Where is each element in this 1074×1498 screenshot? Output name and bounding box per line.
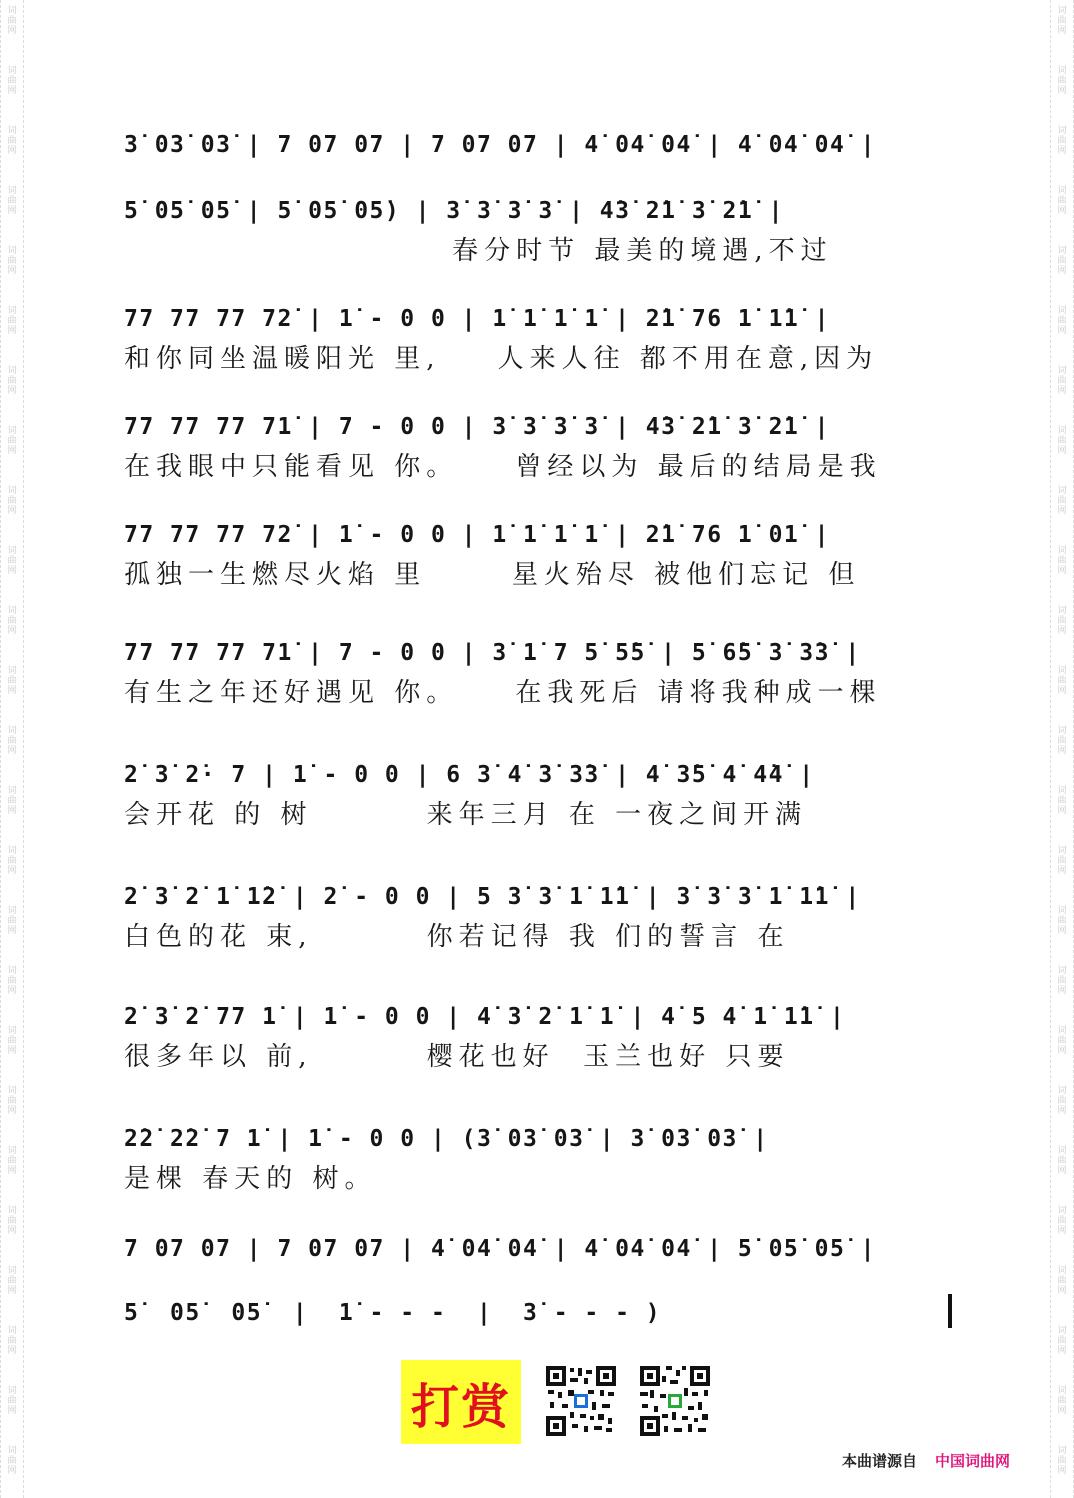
watermark-mark: 词 曲 网 — [7, 246, 17, 276]
notation-line: 2̇2̇ 2̇2̇ 7 1̇ | 1̇ - 0 0 | (3̇ 03̇ 03̇ | 3̇ 03̇ 03̇ | — [124, 1126, 769, 1152]
watermark-mark: 词 曲 网 — [7, 1326, 17, 1356]
watermark-mark: 词 曲 网 — [7, 6, 17, 36]
source-prefix: 本曲谱源自 — [842, 1452, 918, 1470]
lyric-line — [124, 1332, 954, 1368]
watermark-mark: 词 曲 网 — [7, 366, 17, 396]
watermark-mark: 词 曲 网 — [7, 1446, 17, 1476]
qr-code-icon — [544, 1364, 618, 1438]
notation-line: 2̇ 3̇ 2̇ 77 1̇ | 1̇ - 0 0 | 4̇ 3̇ 2̇ 1̇ 1̇ | 4̇ 5 4̇ 1̇ 1̇1̇ | — [124, 1004, 846, 1030]
watermark-mark: 词 曲 网 — [1057, 426, 1067, 456]
watermark-mark: 词 曲 网 — [1057, 366, 1067, 396]
watermark-mark: 词 曲 网 — [1057, 186, 1067, 216]
donate-label: 打赏 — [410, 1378, 511, 1435]
watermark-mark: 词 曲 网 — [1057, 726, 1067, 756]
wechat-qr-code — [638, 1364, 712, 1438]
lyric-line: 白色的花 束, 你若记得 我 们的誓言 在 — [124, 922, 790, 952]
watermark-mark: 词 曲 网 — [1057, 1326, 1067, 1356]
watermark-mark: 词 曲 网 — [1057, 846, 1067, 876]
left-watermark-rail — [0, 0, 24, 1498]
watermark-mark: 词 曲 网 — [7, 1206, 17, 1236]
lyric-line: 在我眼中只能看见 你。 曾经以为 最后的结局是我 — [124, 452, 882, 482]
watermark-mark: 词 曲 网 — [1057, 1026, 1067, 1056]
notation-line: 2̇ 3̇ 2̇· 7 | 1̇ - 0 0 | 6 3̇ 4̇ 3̇ 3̇3̇ | 4̇ 3̇5̇ 4̇ 4̇4̇ | — [124, 762, 815, 788]
alipay-qr-code — [544, 1364, 618, 1438]
watermark-mark: 词 曲 网 — [1057, 1146, 1067, 1176]
lyric-line: 春分时节 最美的境遇,不过 — [124, 236, 833, 266]
notation-line: 5̇ 05̇ 05̇ | 5̇ 05̇ 05̇) | 3̇ 3̇ 3̇ 3̇ | 4̇3̇ 2̇1̇ 3̇ 2̇1̇ | — [124, 198, 784, 224]
source-site-link[interactable]: 中国词曲网 — [935, 1452, 1011, 1470]
watermark-mark: 词 曲 网 — [1057, 66, 1067, 96]
watermark-mark: 词 曲 网 — [7, 66, 17, 96]
watermark-mark: 词 曲 网 — [1057, 606, 1067, 636]
watermark-mark: 词 曲 网 — [1057, 1386, 1067, 1416]
watermark-mark: 词 曲 网 — [1057, 546, 1067, 576]
watermark-mark: 词 曲 网 — [7, 306, 17, 336]
watermark-mark: 词 曲 网 — [1057, 126, 1067, 156]
lyric-line: 是棵 春天的 树。 — [124, 1164, 377, 1194]
watermark-mark: 词 曲 网 — [7, 846, 17, 876]
watermark-mark: 词 曲 网 — [7, 1026, 17, 1056]
qr-code-icon — [638, 1364, 712, 1438]
watermark-mark: 词 曲 网 — [7, 906, 17, 936]
notation-line: 5̇ 05̇ 05̇ | 1̇ - - - | 3̇ - - - ) — [124, 1300, 662, 1326]
lyric-line: 很多年以 前, 樱花也好 玉兰也好 只要 — [124, 1042, 790, 1072]
watermark-mark: 词 曲 网 — [7, 1386, 17, 1416]
watermark-mark: 词 曲 网 — [1057, 246, 1067, 276]
jianpu-score — [120, 0, 954, 1340]
watermark-mark: 词 曲 网 — [1057, 1206, 1067, 1236]
watermark-mark: 词 曲 网 — [7, 1146, 17, 1176]
watermark-mark: 词 曲 网 — [1057, 1086, 1067, 1116]
final-barline — [948, 1294, 952, 1328]
watermark-mark: 词 曲 网 — [1057, 966, 1067, 996]
watermark-mark: 词 曲 网 — [7, 546, 17, 576]
watermark-mark: 词 曲 网 — [7, 426, 17, 456]
lyric-line: 和你同坐温暖阳光 里, 人来人往 都不用在意,因为 — [124, 344, 879, 374]
donate-button[interactable] — [401, 1360, 521, 1444]
notation-line: 77 77 77 72̇ | 1̇ - 0 0 | 1̇ 1̇ 1̇ 1̇ | 2̇1̇ 76 1̇ 01̇ | — [124, 522, 830, 548]
watermark-mark: 词 曲 网 — [1057, 1266, 1067, 1296]
watermark-mark: 词 曲 网 — [1057, 6, 1067, 36]
watermark-mark: 词 曲 网 — [1057, 306, 1067, 336]
watermark-mark: 词 曲 网 — [7, 966, 17, 996]
watermark-mark: 词 曲 网 — [1057, 906, 1067, 936]
right-watermark-rail — [1050, 0, 1074, 1498]
lyric-line: 会开花 的 树 来年三月 在 一夜之间开满 — [124, 800, 808, 830]
watermark-mark: 词 曲 网 — [7, 126, 17, 156]
watermark-mark: 词 曲 网 — [7, 606, 17, 636]
watermark-mark: 词 曲 网 — [1057, 486, 1067, 516]
watermark-mark: 词 曲 网 — [7, 726, 17, 756]
watermark-mark: 词 曲 网 — [7, 786, 17, 816]
notation-line: 77 77 77 71̇ | 7 - 0 0 | 3̇ 3̇ 3̇ 3̇ | 4̇3̇ 2̇1̇ 3̇ 2̇1̇ | — [124, 414, 830, 440]
notation-line: 7 07 07 | 7 07 07 | 4̇ 04̇ 04̇ | 4̇ 04̇ 04̇ | 5̇ 05̇ 05̇ | — [124, 1236, 877, 1262]
watermark-mark: 词 曲 网 — [7, 1266, 17, 1296]
watermark-mark: 词 曲 网 — [1057, 786, 1067, 816]
watermark-mark: 词 曲 网 — [7, 486, 17, 516]
source-attribution — [842, 1450, 1010, 1470]
notation-line: 2̇ 3̇ 2̇ 1̇ 1̇2̇ | 2̇ - 0 0 | 5 3̇ 3̇ 1̇ 1̇1̇ | 3̇ 3̇ 3̇ 1̇ 1̇1̇ | — [124, 884, 861, 910]
watermark-mark: 词 曲 网 — [7, 1086, 17, 1116]
watermark-mark: 词 曲 网 — [7, 666, 17, 696]
watermark-mark: 词 曲 网 — [1057, 1446, 1067, 1476]
lyric-line: 有生之年还好遇见 你。 在我死后 请将我种成一棵 — [124, 678, 882, 708]
watermark-mark: 词 曲 网 — [1057, 666, 1067, 696]
notation-line: 3̇ 03̇ 03̇ | 7 07 07 | 7 07 07 | 4̇ 04̇ 04̇ | 4̇ 04̇ 04̇ | — [124, 132, 877, 158]
watermark-mark: 词 曲 网 — [7, 186, 17, 216]
notation-line: 77 77 77 71̇ | 7 - 0 0 | 3̇ 1̇ 7 5̇ 5̇5̇ | 5̇ 6̇5̇ 3̇ 3̇3̇ | — [124, 640, 861, 666]
notation-line: 77 77 77 72̇ | 1̇ - 0 0 | 1̇ 1̇ 1̇ 1̇ | 2̇1̇ 76 1̇ 1̇1̇ | — [124, 306, 830, 332]
lyric-line: 孤独一生燃尽火焰 里 星火殆尽 被他们忘记 但 — [124, 560, 861, 590]
